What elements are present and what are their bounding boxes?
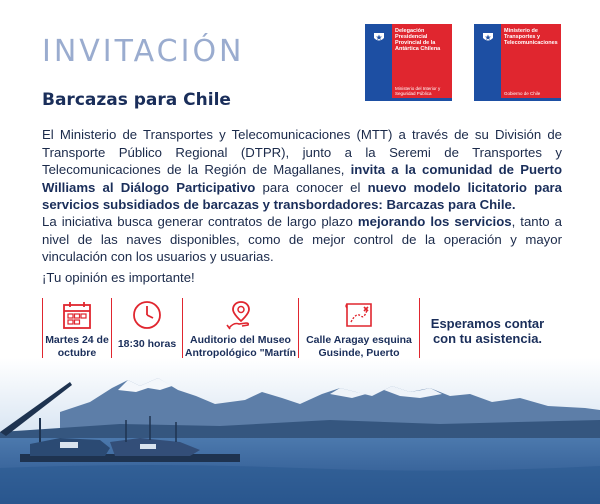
calendar-icon xyxy=(60,298,94,332)
paragraph-opinion: ¡Tu opinión es importante! xyxy=(42,270,195,285)
map-icon xyxy=(342,298,376,332)
event-address: Calle Aragay esquina Gusinde, Puerto xyxy=(306,334,412,359)
logo-org-text: Delegación Presidencial Provincial de la Antártica Chilena xyxy=(395,28,441,52)
paragraph-initiative: La iniciativa busca generar contratos de largo plazo mejorando los servicios, tanto a nivel de las naves disponibles, como de mejor control de la operación y mayor vinculación con los usuarios y usuarias. xyxy=(42,214,562,264)
clock-icon xyxy=(130,298,164,332)
logo-sub-text: Gobierno de Chile xyxy=(504,91,541,96)
harbor-landscape-illustration xyxy=(0,358,600,504)
event-time: 18:30 horas xyxy=(117,338,177,350)
event-title: Barcazas para Chile xyxy=(42,90,231,110)
logo-delegacion-presidencial xyxy=(365,24,452,101)
logo-ministerio-transportes xyxy=(474,24,561,101)
closing-message: Esperamos contar con tu asistencia. xyxy=(430,316,545,346)
logo-sub-text: Ministerio del Interior y Seguridad Pública xyxy=(395,86,441,96)
event-date: Martes 24 de octubre xyxy=(45,334,109,359)
location-pin-icon xyxy=(224,298,258,332)
paragraph-invitation: El Ministerio de Transportes y Telecomunicaciones (MTT) a través de su División de Transporte Público Regional (DTPR), junto a la Seremi de Transportes y Telecomunicaciones de la Región de Magallanes, invita a la comunidad de Puerto Williams al Diálogo Participativo para conocer el nuevo modelo licitatorio para servicios subsidiados de barcazas y transbordadores: Barcazas para Chile. xyxy=(42,127,563,212)
event-venue: Auditorio del Museo Antropológico "Martín xyxy=(184,334,297,359)
invitation-heading: INVITACIÓN xyxy=(42,34,245,69)
chile-coat-of-arms-icon xyxy=(481,30,495,44)
chile-coat-of-arms-icon xyxy=(372,30,386,44)
logo-org-text: Ministerio de Transportes y Telecomunicaciones xyxy=(504,28,558,46)
